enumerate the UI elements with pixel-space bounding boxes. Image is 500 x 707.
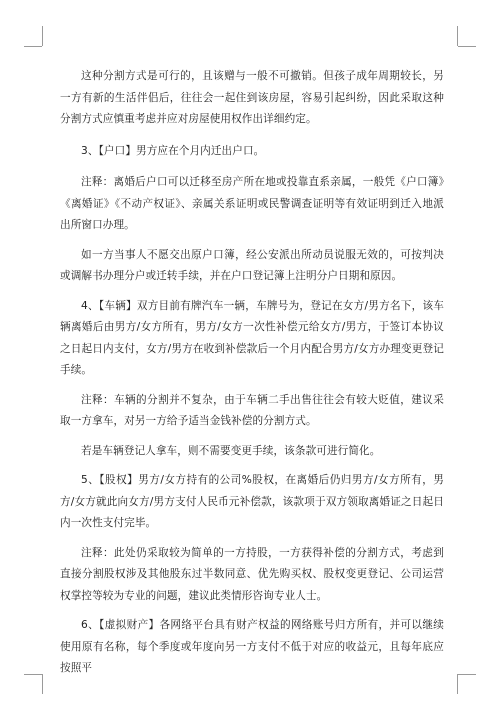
paragraph-equity-note: 注释：此处仍采取较为简单的一方持股，一方获得补偿的分割方式，考虑到直接分割股权涉及其他股东过半数同意、优先购买权、股权变更登记、公司运营权掌控等较为专业的问题，建议此类情形咨询专业人士。 (60, 546, 444, 602)
paragraph-hukou-note: 注释：离婚后户口可以迁移至房产所在地或投靠直系亲属，一般凭《户口簿》《离婚证》《不动产权证》、亲属关系证明或民警调查证明等有效证明到迁入地派出所窗口办理。 (60, 176, 444, 231)
document-body (60, 66, 444, 680)
crop-mark-top-right-h (458, 46, 476, 47)
paragraph-clause-6-virtual-property: 6、【虚拟财产】各网络平台具有财产权益的网络账号归方所有，并可以继续使用原有名称，每个季度或年度向另一方支付不低于对应的收益元，且每年底应按照平 (60, 619, 444, 674)
paragraph-vehicle-note: 注释：车辆的分割并不复杂，由于车辆二手出售往往会有较大贬值，建议采取一方拿车，对另一方给予适当金钱补偿的分割方式。 (60, 393, 444, 427)
paragraph-hukou-refusal: 如一方当事人不愿交出原户口簿，经公安派出所动员说服无效的，可按判决或调解书办理分户或迁转手续，并在户口登记簿上注明分户日期和原因。 (60, 248, 444, 282)
crop-mark-bottom-left-v (42, 674, 43, 694)
crop-mark-top-left-v (42, 26, 43, 46)
crop-mark-top-right-v (457, 26, 458, 46)
paragraph-clause-5-equity: 5、【股权】男方/女方持有的公司%股权，在离婚后仍归男方/女方所有，男方/女方就此向女方/男方支付人民币元补偿款，该款项于双方领取离婚证之日起日内一次性支付完毕。 (60, 474, 444, 529)
paragraph-clause-3-hukou: 3、【户口】男方应在个月内迁出户口。 (81, 144, 265, 157)
crop-mark-bottom-left-h (24, 674, 42, 675)
crop-mark-bottom-right-h (458, 674, 476, 675)
crop-mark-top-left-h (24, 46, 42, 47)
paragraph-clause-4-vehicle: 4、【车辆】双方目前有牌汽车一辆，车牌号为，登记在女方/男方名下，该车辆离婚后由男方/女方所有，男方/女方一次性补偿元给女方/男方，于签订本协议之日起日内支付，女方/男方在收到补偿款后一个月内配合男方/女方办理变更登记手续。 (60, 299, 444, 376)
paragraph-vehicle-simplify: 若是车辆登记人拿车，则不需要变更手续，该条款可进行简化。 (81, 444, 381, 457)
crop-mark-bottom-right-v (457, 674, 458, 694)
paragraph-house-division-note: 这种分割方式是可行的，且该赠与一般不可撤销。但孩子成年周期较长，另一方有新的生活伴侣后，往往会一起住到该房屋，容易引起纠纷，因此采取这种分割方式应慎重考虑并应对房屋使用权作出详细约定。 (60, 70, 444, 125)
